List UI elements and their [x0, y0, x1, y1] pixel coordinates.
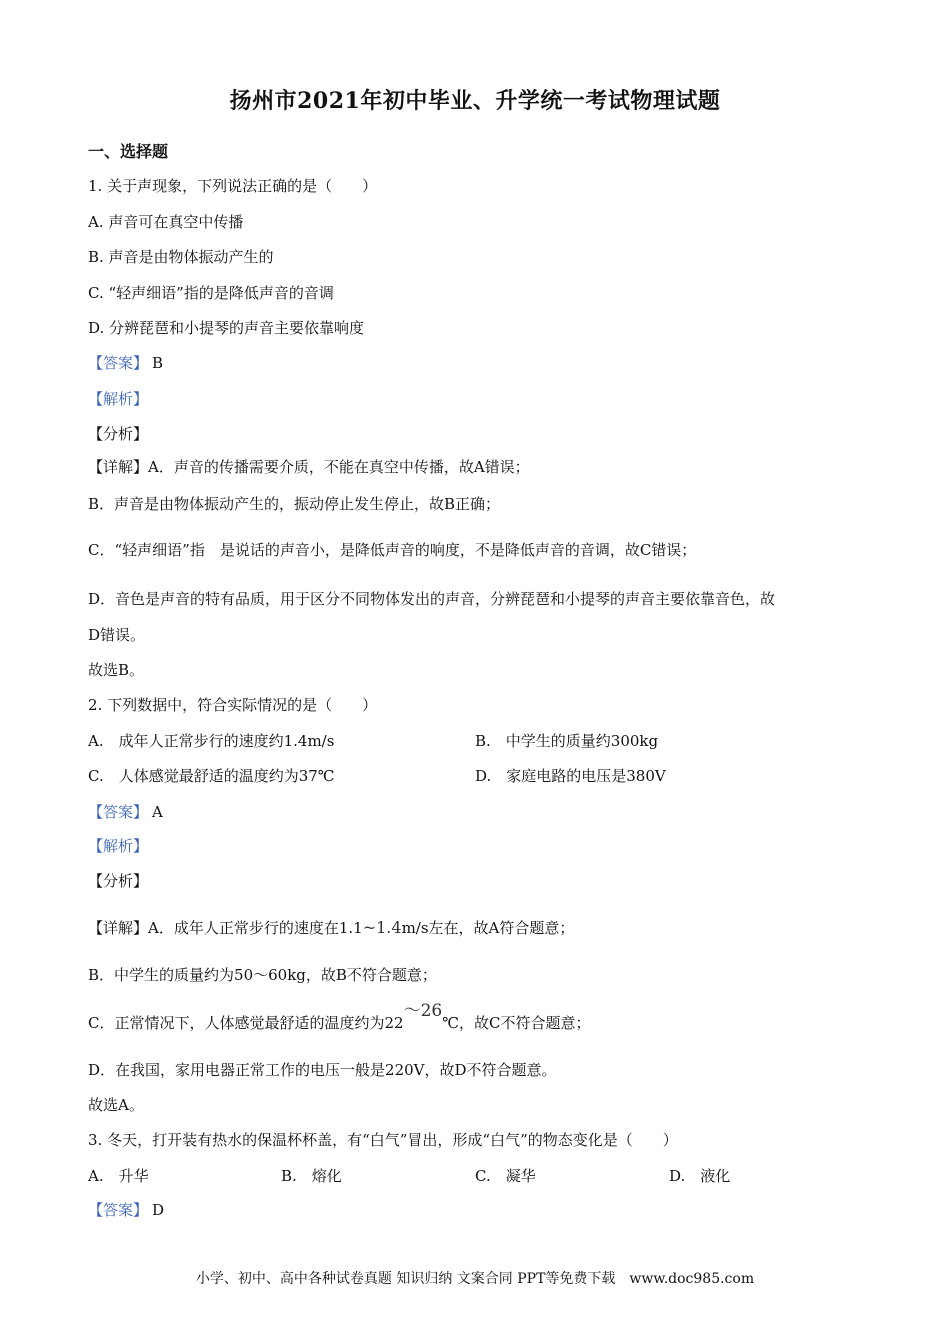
q2-detail-d: D．在我国，家用电器正常工作的电压一般是220V，故D不符合题意。 — [88, 1061, 557, 1079]
q1-detail-c: C．“轻声细语”指 是说话的声音小，是降低声音的响度，不是降低声音的音调，故C错误； — [88, 541, 697, 559]
q1-option-a: A. 声音可在真空中传播 — [88, 213, 244, 231]
q2-detail-a-num: 1.4 — [376, 918, 402, 937]
q1-conclusion: 故选B。 — [88, 661, 145, 679]
page-title: 扬州市2021年初中毕业、升学统一考试物理试题 — [229, 88, 721, 114]
q3-option-c: C. 凝华 — [475, 1167, 536, 1185]
q2-detail-c — [88, 1001, 591, 1033]
q2-detail-a-tilde: ~ — [362, 918, 377, 937]
answer-value: B — [152, 354, 164, 372]
q1-detail-d-cont: D错误。 — [88, 626, 146, 644]
q2-detail-c-post: ℃，故C不符合题意； — [442, 1014, 591, 1032]
q1-answer — [88, 353, 163, 373]
page-footer: 小学、初中、高中各种试卷真题 知识归纳 文案合同 PPT等免费下载 www.doc985.com — [195, 1271, 755, 1287]
answer-value: D — [152, 1201, 165, 1219]
q3-answer — [88, 1200, 164, 1220]
q2-detail-a-post: m/s左在，故A符合题意； — [401, 919, 575, 937]
q3-option-d: D. 液化 — [669, 1167, 731, 1185]
question-3-stem: 3. 冬天，打开装有热水的保温杯杯盖，有“白气”冒出，形成“白气”的物态变化是（ ） — [88, 1131, 678, 1149]
question-1-stem: 1. 关于声现象，下列说法正确的是（ ） — [88, 177, 378, 195]
q2-answer — [88, 802, 163, 822]
q1-option-c: C. “轻声细语”指的是降低声音的音调 — [88, 284, 334, 302]
section-heading: 一、选择题 — [88, 142, 169, 161]
q2-fenxi: 【分析】 — [88, 872, 149, 890]
answer-tag: 【答案】 — [88, 1201, 149, 1219]
q2-option-c: C. 人体感觉最舒适的温度约为37℃ — [88, 767, 335, 785]
q1-detail-d: D．音色是声音的特有品质，用于区分不同物体发出的声音，分辨琵琶和小提琴的声音主要依靠音色，故 — [88, 590, 776, 608]
q1-analysis-tag: 【解析】 — [88, 390, 149, 408]
q2-option-d: D. 家庭电路的电压是380V — [475, 767, 666, 785]
q3-option-b: B. 熔化 — [281, 1167, 342, 1185]
q2-detail-b: B．中学生的质量约为50～60kg，故B不符合题意； — [88, 966, 437, 984]
answer-tag: 【答案】 — [88, 803, 149, 821]
answer-value: A — [152, 803, 163, 821]
q2-detail-a — [88, 918, 574, 938]
q2-option-a: A. 成年人正常步行的速度约1.4m/s — [88, 732, 335, 750]
q1-option-d: D. 分辨琵琶和小提琴的声音主要依靠响度 — [88, 319, 365, 337]
answer-tag: 【答案】 — [88, 354, 149, 372]
q2-analysis-tag: 【解析】 — [88, 837, 149, 855]
q3-option-a: A. 升华 — [88, 1167, 149, 1185]
q2-detail-c-sup: ～26 — [403, 1001, 443, 1021]
q1-detail-a: 【详解】A．声音的传播需要介质，不能在真空中传播，故A错误； — [88, 458, 530, 476]
q2-conclusion: 故选A。 — [88, 1096, 144, 1114]
q2-detail-a-pre: 【详解】A．成年人正常步行的速度在1.1 — [88, 919, 363, 937]
q2-option-b: B. 中学生的质量约300kg — [475, 732, 659, 750]
q1-fenxi: 【分析】 — [88, 425, 149, 443]
q1-detail-b: B．声音是由物体振动产生的，振动停止发生停止，故B正确； — [88, 495, 501, 513]
q1-option-b: B. 声音是由物体振动产生的 — [88, 248, 274, 266]
q2-detail-c-pre: C．正常情况下，人体感觉最舒适的温度约为22 — [88, 1014, 404, 1032]
question-2-stem: 2. 下列数据中，符合实际情况的是（ ） — [88, 696, 378, 714]
